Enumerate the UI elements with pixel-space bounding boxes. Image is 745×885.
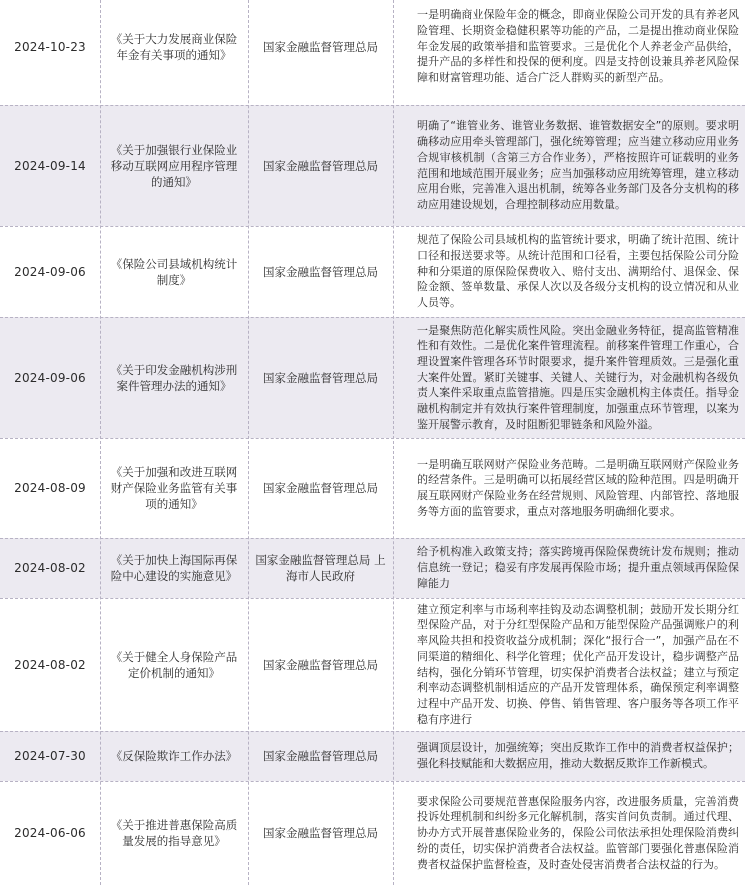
row-department: 国家金融监督管理总局	[263, 826, 378, 840]
table-row	[0, 0, 745, 105]
row-date: 2024-08-09	[14, 481, 86, 495]
row-date: 2024-07-30	[14, 749, 86, 763]
row-department: 国家金融监督管理总局	[263, 481, 378, 495]
row-divider	[0, 317, 745, 318]
table-row	[0, 105, 745, 226]
row-department: 国家金融监督管理总局	[263, 657, 378, 672]
row-title: 《关于加强银行业保险业移动互联网应用程序管理的通知》	[110, 142, 238, 189]
table-row	[0, 781, 745, 885]
row-content: 强调顶层设计，加强统筹；突出反欺诈工作中的消费者权益保护；强化科技赋能和大数据应用，推动大数据反欺诈工作新模式。	[417, 741, 739, 770]
row-divider	[0, 731, 745, 732]
row-date: 2024-10-23	[14, 39, 86, 54]
row-content: 要求保险公司要规范普惠保险服务内容，改进服务质量，完善消费投诉处理机制和纠纷多元化解机制，落实首问负责制。通过代理、协办方式开展普惠保险业务的，保险公司依法承担处理保险消费纠纷的责任，切实保护消费者合法权益。监管部门要强化普惠保险消费者权益保护监督检查，及时查处侵害消费者合法权益的行为。	[417, 794, 739, 871]
row-divider	[0, 781, 745, 782]
row-department: 国家金融监督管理总局	[263, 39, 378, 54]
column-divider	[393, 0, 394, 885]
row-content: 一是明确互联网财产保险业务范畴。二是明确互联网财产保险业务的经营条件。三是明确可以拓展经营区域的险种范围。四是明确开展互联网财产保险业务在经营规则、风险管理、内部管控、落地服务等方面的监管要求，重点对落地服务明确细化要求。	[417, 457, 739, 518]
row-content: 一是明确商业保险年金的概念，即商业保险公司开发的具有养老风险管理、长期资金稳健积累等功能的产品，二是提出推动商业保险年金发展的政策举措和监管要求。三是优化个人养老金产品供给，提升产品的多样性和投保的便利度。四是支持创设兼具养老风险保障和财富管理功能、适合广泛人群购买的新型产品。	[417, 8, 739, 85]
row-title: 《关于加强和改进互联网财产保险业务监管有关事项的通知》	[110, 465, 238, 511]
row-title: 《关于健全人身保险产品定价机制的通知》	[110, 649, 238, 680]
row-title: 《关于推进普惠保险高质量发展的指导意见》	[110, 818, 238, 848]
row-divider	[0, 538, 745, 539]
row-department: 国家金融监督管理总局	[263, 749, 378, 763]
row-department: 国家金融监督管理总局 上海市人民政府	[255, 553, 386, 583]
table-row	[0, 538, 745, 598]
row-divider	[0, 226, 745, 227]
row-date: 2024-08-02	[14, 561, 86, 575]
row-title: 《保险公司县域机构统计制度》	[110, 256, 238, 287]
row-date: 2024-06-06	[14, 826, 86, 840]
row-date: 2024-09-06	[14, 370, 86, 385]
table-row	[0, 226, 745, 317]
row-content: 规范了保险公司县域机构的监管统计要求，明确了统计范围、统计口径和报送要求等。从统计范围和口径看，主要包括保险公司分险种和分渠道的原保险保费收入、赔付支出、满期给付、退保金、保险金额、签单数量、承保人次以及各级分支机构的设立情况和从业人员等。	[417, 233, 739, 310]
row-title: 《反保险欺诈工作办法》	[110, 749, 238, 763]
row-divider	[0, 598, 745, 599]
row-divider	[0, 105, 745, 106]
row-title: 《关于大力发展商业保险年金有关事项的通知》	[110, 31, 238, 62]
row-department: 国家金融监督管理总局	[263, 158, 378, 173]
column-divider	[248, 0, 249, 885]
row-title: 《关于印发金融机构涉刑案件管理办法的通知》	[110, 362, 238, 393]
row-content: 明确了“谁管业务、谁管业务数据、谁管数据安全”的原则。要求明确移动应用牵头管理部门，强化统筹管理；应当建立移动应用业务合规审核机制（含第三方合作业务），严格按照许可证载明的业务范围和地域范围开展业务；应当加强移动应用统筹管理，建立移动应用台账，完善准入退出机制，统筹各业务部门及各分支机构的移动应用建设规划，合理控制移动应用数量。	[417, 119, 739, 211]
table-row	[0, 317, 745, 438]
row-content: 建立预定利率与市场利率挂钩及动态调整机制；鼓励开发长期分红型保险产品，对于分红型保险产品和万能型保险产品强调账户的利率风险共担和投资收益分成机制；深化“报行合一”，加强产品在不同渠道的精细化、科学化管理；优化产品开发设计，稳步调整产品结构，强化分销环节管理，切实保护消费者合法权益；建立与预定利率动态调整机制相适应的产品开发管理体系，确保预定利率调整过程中产品开发、切换、停售、销售管理、客户服务等各项工作平稳有序进行	[417, 602, 739, 726]
row-date: 2024-09-14	[14, 158, 86, 173]
row-title: 《关于加快上海国际再保险中心建设的实施意见》	[110, 553, 238, 583]
table-row	[0, 438, 745, 538]
row-department: 国家金融监督管理总局	[263, 264, 378, 279]
row-department: 国家金融监督管理总局	[263, 370, 378, 385]
row-date: 2024-08-02	[14, 657, 86, 672]
table-row	[0, 598, 745, 731]
row-divider	[0, 438, 745, 439]
row-date: 2024-09-06	[14, 264, 86, 279]
row-content: 一是聚焦防范化解实质性风险。突出金融业务特征，提高监管精准性和有效性。二是优化案件管理流程。前移案件管理工作重心，合理设置案件管理各环节时限要求，提升案件管理质效。三是强化重大案件处置。紧盯关键事、关键人、关键行为，对金融机构各级负责人案件采取重点监管措施。四是压实金融机构主体责任。指导金融机构制定并有效执行案件管理制度，加强重点环节管理，以案为鉴开展警示教育，及时阻断犯罪链条和风险外溢。	[417, 323, 739, 431]
table-row	[0, 731, 745, 781]
row-content: 给予机构准入政策支持；落实跨境再保险保费统计发布规则；推动信息统一登记；稳妥有序发展再保险市场；提升重点领域再保险保障能力	[417, 545, 739, 590]
column-divider	[100, 0, 101, 885]
